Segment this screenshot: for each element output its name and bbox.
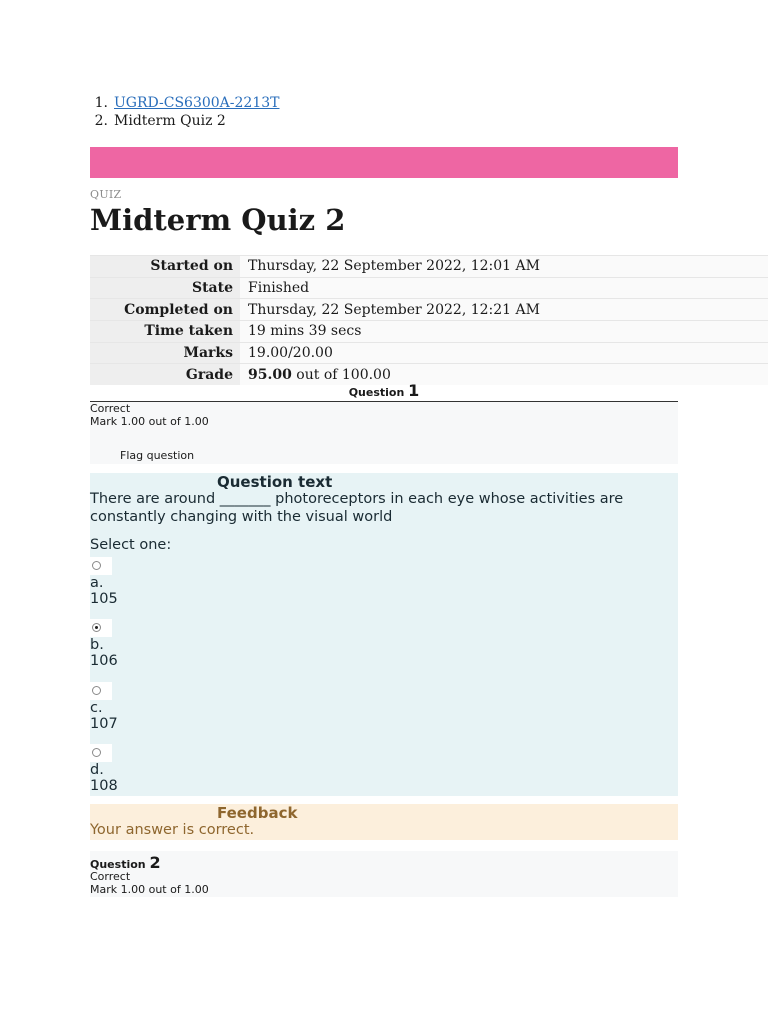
summary-key: Marks bbox=[90, 342, 240, 364]
summary-value: Finished bbox=[240, 277, 768, 299]
summary-row bbox=[90, 256, 768, 278]
question-number: 2 bbox=[149, 853, 161, 872]
page-title: Midterm Quiz 2 bbox=[90, 203, 346, 237]
radio-container bbox=[90, 619, 112, 637]
summary-value: Thursday, 22 September 2022, 12:21 AM bbox=[240, 299, 768, 321]
question-2-info bbox=[90, 851, 678, 897]
grade-value: 95.00 bbox=[248, 366, 292, 383]
question-1-content bbox=[90, 473, 678, 796]
option-value: 105 bbox=[90, 591, 118, 607]
select-one-label: Select one: bbox=[90, 537, 172, 553]
question-mark: Mark 1.00 out of 1.00 bbox=[90, 883, 209, 896]
option-letter: d. bbox=[90, 762, 104, 778]
option-value: 106 bbox=[90, 653, 118, 669]
grade-out-of: out of 100.00 bbox=[291, 366, 391, 383]
radio-button[interactable] bbox=[92, 561, 101, 570]
question-state: Correct bbox=[90, 402, 131, 415]
question-1-heading bbox=[0, 381, 768, 400]
summary-row bbox=[90, 321, 768, 343]
course-link[interactable]: UGRD-CS6300A-2213T bbox=[114, 95, 280, 111]
header-banner bbox=[90, 147, 678, 178]
answer-option-a[interactable] bbox=[90, 557, 118, 607]
question-1-feedback bbox=[90, 804, 678, 840]
question-label: Question bbox=[348, 386, 405, 399]
question-mark: Mark 1.00 out of 1.00 bbox=[90, 415, 209, 428]
radio-container bbox=[90, 744, 112, 762]
option-letter: b. bbox=[90, 637, 104, 653]
breadcrumb-item bbox=[90, 112, 279, 130]
option-letter: a. bbox=[90, 575, 104, 591]
breadcrumb-number: 1. bbox=[94, 95, 108, 111]
summary-value: 19 mins 39 secs bbox=[240, 321, 768, 343]
summary-key: Grade bbox=[90, 364, 240, 385]
summary-key: Completed on bbox=[90, 299, 240, 321]
question-label: Question bbox=[90, 858, 146, 871]
radio-container bbox=[90, 557, 112, 575]
question-prompt: There are around _______ photoreceptors in each eye whose activities are constantly changing with the visual world bbox=[90, 491, 624, 525]
answer-option-d[interactable] bbox=[90, 744, 118, 794]
summary-key: State bbox=[90, 277, 240, 299]
option-letter: c. bbox=[90, 700, 103, 716]
answer-option-b[interactable] bbox=[90, 619, 118, 669]
summary-value: 19.00/20.00 bbox=[240, 342, 768, 364]
answer-option-c[interactable] bbox=[90, 682, 118, 732]
summary-value: Thursday, 22 September 2022, 12:01 AM bbox=[240, 256, 768, 278]
summary-key: Time taken bbox=[90, 321, 240, 343]
attempt-summary-table bbox=[90, 255, 768, 385]
feedback-heading: Feedback bbox=[217, 804, 298, 822]
option-value: 107 bbox=[90, 716, 118, 732]
option-value: 108 bbox=[90, 778, 118, 794]
summary-key: Started on bbox=[90, 256, 240, 278]
radio-button[interactable] bbox=[92, 748, 101, 757]
summary-row bbox=[90, 342, 768, 364]
breadcrumb bbox=[90, 94, 279, 130]
question-text-heading: Question text bbox=[217, 473, 333, 491]
breadcrumb-current: Midterm Quiz 2 bbox=[114, 113, 226, 129]
breadcrumb-item[interactable] bbox=[90, 94, 279, 112]
radio-button[interactable] bbox=[92, 686, 101, 695]
question-state: Correct bbox=[90, 870, 131, 883]
summary-row bbox=[90, 299, 768, 321]
radio-container bbox=[90, 682, 112, 700]
breadcrumb-number: 2. bbox=[94, 113, 108, 129]
flag-question-link[interactable]: Flag question bbox=[120, 449, 195, 462]
radio-button-selected[interactable] bbox=[92, 623, 101, 632]
feedback-text: Your answer is correct. bbox=[90, 822, 255, 838]
question-number: 1 bbox=[408, 381, 420, 400]
page-kicker: QUIZ bbox=[90, 188, 122, 201]
summary-row bbox=[90, 277, 768, 299]
question-1-info bbox=[90, 402, 678, 464]
